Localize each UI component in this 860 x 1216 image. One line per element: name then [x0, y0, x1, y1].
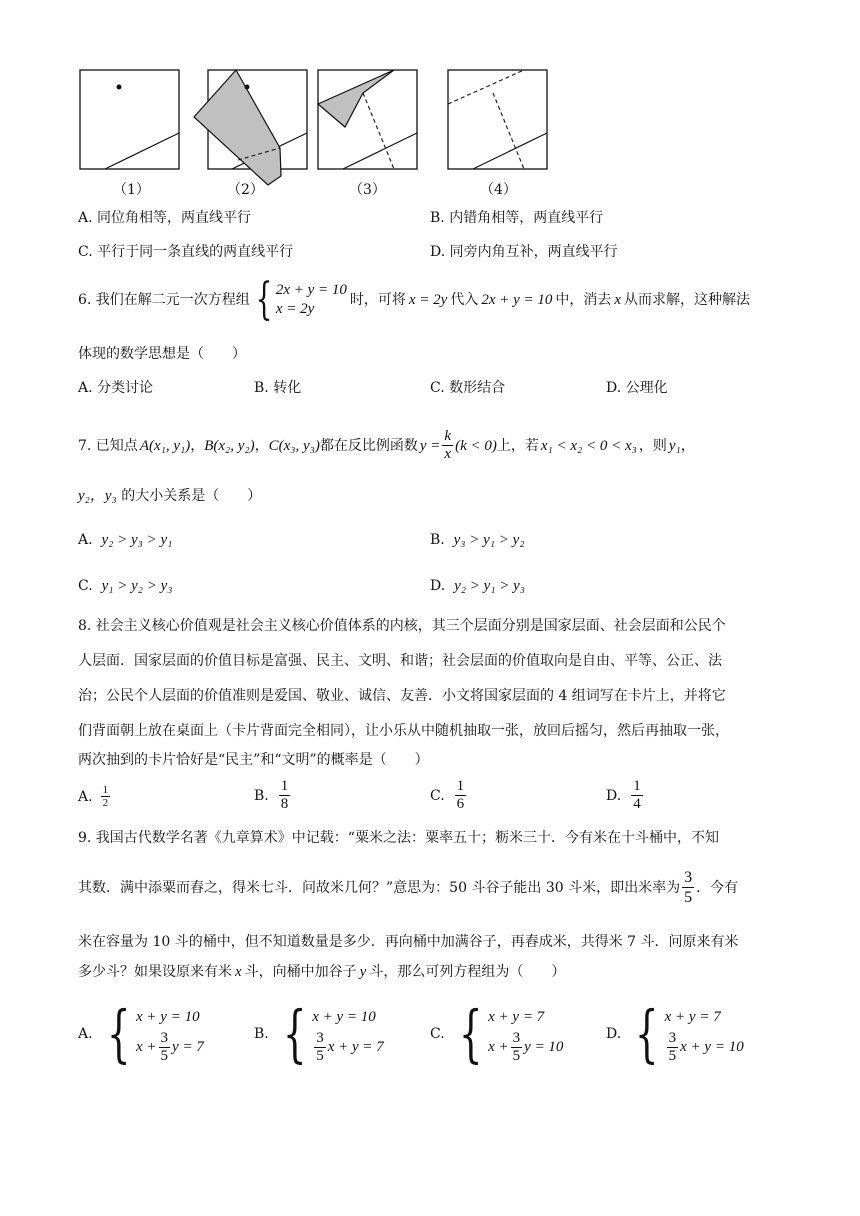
q7-option-d-expr: y₂ > y₁ > y₃: [454, 578, 525, 594]
q8-option-a: [78, 784, 112, 809]
q6-stem-d: 中，消去: [555, 292, 612, 308]
q7-sep-1: ，: [190, 437, 205, 454]
q9-option-a-eq2-pre: x +: [136, 1038, 157, 1055]
q9-line-2a: 其数．满中添粟而舂之，得米七斗．问故米几何？”意思为：50 斗谷子能出 30 斗米，即出米率为: [78, 879, 681, 896]
q7-stem-line2: [78, 486, 261, 506]
q7-line2-tail: 的大小关系是（ ）: [121, 488, 262, 504]
q9-option-c-label: C.: [430, 1026, 445, 1042]
q9-option-d-label: D.: [606, 1026, 622, 1042]
q8-line-3: 治；公民个人层面的价值准则是爱国、敬业、诚信、友善．小文将国家层面的 4 组词写在卡片上，并将它: [78, 688, 726, 704]
figure-4: [448, 70, 547, 169]
q6-option-d: D. 公理化: [606, 380, 668, 396]
q6-stem-line1: [78, 274, 751, 325]
q8-line-5: 两次抽到的卡片恰好是“民主”和“文明”的概率是（ ）: [78, 752, 429, 768]
q9-option-a-eq1: x + y = 10: [136, 1008, 200, 1025]
q7-option-c-expr: y₁ > y₂ > y₃: [101, 578, 173, 594]
q6-system: { 2x + y = 10 x = 2y: [255, 274, 347, 325]
q7-y1: y₁: [668, 437, 681, 454]
q8-option-d: [606, 778, 645, 813]
q8-option-c-den: 6: [456, 796, 465, 812]
figure-1: [80, 70, 179, 169]
folding-figures: [0, 0, 860, 205]
q9-option-b-eq1: x + y = 10: [312, 1008, 376, 1025]
q8-option-d-den: 4: [633, 796, 641, 812]
q7-option-a-expr: y₂ > y₃ > y₁: [101, 532, 173, 548]
q7-point-b: B(x₂, y₂): [204, 437, 255, 454]
q9-option-c-eq2-pre: x +: [488, 1038, 509, 1055]
q7-option-b: B. y₃ > y₁ > y₂: [430, 532, 525, 548]
q9-option-a-eq2-post: y = 7: [172, 1038, 204, 1055]
q6-option-b: B. 转化: [254, 380, 302, 396]
q5-option-d: D. 同旁内角互补，两直线平行: [430, 244, 618, 260]
q9-option-c-coef-den: 5: [512, 1047, 521, 1064]
q9-option-b-coef-den: 5: [316, 1047, 324, 1064]
q5-option-a: A. 同位角相等，两直线平行: [78, 210, 252, 226]
q8-option-c: [430, 778, 468, 813]
q8-option-b-num: 1: [280, 778, 289, 794]
q7-inequality: x₁ < x₂ < 0 < x₃: [540, 437, 637, 454]
q6-stem-c: 代入: [450, 292, 479, 308]
q9-option-c-eq2-post: y = 10: [524, 1038, 564, 1055]
q9-line-4y: y: [359, 964, 367, 980]
q7-point-c: C(x₃, y₃): [268, 437, 320, 454]
q9-option-a-coef-den: 5: [160, 1047, 169, 1064]
q6-eq1: 2x + y = 10: [275, 282, 347, 298]
q7-option-b-expr: y₃ > y₁ > y₂: [453, 532, 525, 548]
q7-then-text: ，则: [638, 437, 667, 454]
q8-line-4: 们背面朝上放在桌面上（卡片背面完全相同），让小乐从中随机抽取一张，放回后摇匀，然后再抽取一张，: [78, 723, 729, 739]
figure-label-4: （4）: [480, 182, 517, 198]
q9-option-d-coef-num: 3: [668, 1029, 677, 1046]
q9-line-4c: 斗，那么可列方程组为（ ）: [369, 964, 566, 980]
q8-option-a-label: A.: [78, 788, 93, 805]
q7-option-c: C. y₁ > y₂ > y₃: [78, 578, 173, 594]
q7-func-cond: (k < 0): [455, 437, 497, 454]
q9-line-4a: 多少斗？如果设原来有米: [78, 964, 232, 980]
q9-option-b: B. { x + y = 10 $\frac{3}{5}$ x + y = 7: [254, 997, 384, 1070]
q9-option-d-eq1: x + y = 7: [664, 1008, 721, 1025]
q9-line-2: [78, 868, 738, 907]
q7-point-a: A(x₁, y₁): [139, 437, 191, 454]
q6-option-a: A. 分类讨论: [78, 380, 154, 396]
q5-option-b: B. 内错角相等，两直线平行: [430, 210, 604, 226]
q8-option-c-label: C.: [430, 787, 445, 804]
q7-sep-2: ，: [254, 437, 269, 454]
q6-sub-expr: x = 2y: [408, 292, 448, 308]
q7-func-lhs: y =: [419, 437, 441, 454]
q7-if-text: 上，若: [496, 437, 539, 454]
q5-option-c: C. 平行于同一条直线的两直线平行: [78, 244, 294, 260]
q9-option-c-coef-num: 3: [512, 1029, 521, 1046]
q7-num: 7. 已知点: [78, 437, 138, 454]
q7-stem-line1: [78, 428, 695, 463]
q9-option-a-label: A.: [78, 1026, 93, 1042]
q8-option-a-fraction: [101, 784, 111, 809]
q7-y2-y3: y₂，y₃: [78, 488, 117, 504]
q9-line-3: 米在容量为 10 斗的桶中，但不知道数量是多少．再向桶中加满谷子，再舂成米，共得米 7 斗．问原来有米: [78, 934, 739, 950]
q9-rate-num: 3: [684, 869, 693, 886]
q8-option-b-fraction: [279, 778, 291, 813]
q8-option-a-den: 2: [102, 797, 109, 809]
q9-rate-fraction: [682, 868, 694, 907]
q9-option-b-eq2-post: x + y = 7: [327, 1038, 384, 1055]
q6-eq2: x = 2y: [275, 301, 315, 317]
q6-target-eq: 2x + y = 10: [481, 292, 553, 308]
q9-line-2b: ．今有: [696, 879, 739, 896]
figure-label-3: （3）: [349, 182, 386, 198]
q8-line-2: 人层面．国家层面的价值目标是富强、民主、文明、和谐；社会层面的价值取向是自由、平等、公正、法: [78, 653, 722, 669]
q9-option-a-coef-num: 3: [160, 1029, 169, 1046]
q6-option-c: C. 数形结合: [430, 380, 506, 396]
q8-option-b-den: 8: [280, 796, 289, 812]
figure-2: [194, 70, 307, 185]
q9-rate-den: 5: [684, 889, 693, 906]
q7-func-fraction: [442, 428, 453, 463]
q7-func-k: k: [444, 428, 452, 444]
q8-option-b-label: B.: [254, 787, 269, 804]
q9-option-c-eq1: x + y = 7: [488, 1008, 545, 1025]
figure-label-2: （2）: [227, 182, 264, 198]
q8-line-1: 8. 社会主义核心价值观是社会主义核心价值体系的内核，其三个层面分别是国家层面、社会层面和公民个: [78, 618, 726, 634]
figure-3: [318, 70, 417, 169]
q6-stem-e: 从而求解，这种解法: [624, 292, 751, 308]
q9-line-4x: x: [235, 964, 242, 980]
q9-option-d-eq2-post: x + y = 10: [680, 1038, 744, 1055]
q7-func-x: x: [444, 446, 452, 462]
q9-option-a: A. { x + y = 10 x + $\frac{3}{5}$ y = 7: [78, 997, 204, 1070]
q8-option-d-fraction: [631, 778, 643, 813]
q9-line-1: 9. 我国古代数学名著《九章算术》中记载：“粟米之法：粟率五十；粝米三十．今有米在十斗桶中，不知: [78, 830, 719, 846]
q7-on-text: 都在反比例函数: [319, 437, 418, 454]
q8-option-a-num: 1: [102, 784, 109, 796]
q6-stem-b: 时，可将: [349, 292, 406, 308]
q8-option-d-num: 1: [633, 778, 641, 794]
q9-line-4: [78, 962, 565, 982]
q9-option-b-coef-num: 3: [316, 1029, 324, 1046]
q9-option-b-label: B.: [254, 1026, 269, 1042]
q9-option-d-coef-den: 5: [668, 1047, 677, 1064]
q7-comma-end: ，: [680, 437, 695, 454]
figure-label-1: （1）: [113, 182, 150, 198]
q9-option-c: C. { x + y = 7 x + $\frac{3}{5}$ y = 10: [430, 997, 564, 1070]
q8-option-d-label: D.: [606, 787, 622, 804]
q8-option-c-num: 1: [456, 778, 465, 794]
q6-var: x: [614, 292, 622, 308]
q7-option-d: D. y₂ > y₁ > y₃: [430, 578, 525, 594]
q9-option-d: D. { x + y = 7 $\frac{3}{5}$ x + y = 10: [606, 997, 744, 1070]
q6-stem-line2: 体现的数学思想是（ ）: [78, 346, 246, 362]
q9-line-4b: 斗，向桶中加谷子: [244, 964, 357, 980]
q6-stem-a: 6. 我们在解二元一次方程组: [78, 292, 250, 308]
q8-option-b: [254, 778, 292, 813]
q7-option-a: A. y₂ > y₃ > y₁: [78, 532, 173, 548]
q8-option-c-fraction: [455, 778, 467, 813]
